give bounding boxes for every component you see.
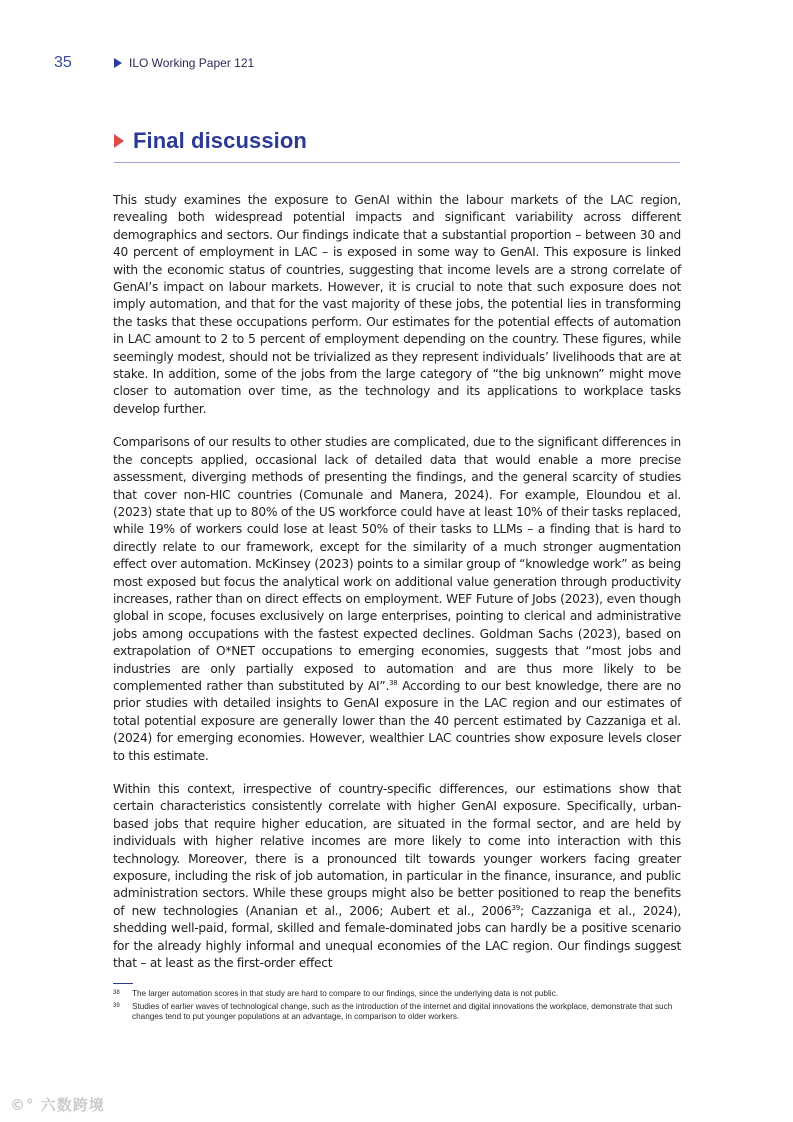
footnotes: [113, 989, 681, 1025]
footnote-ref-38[interactable]: 38: [389, 678, 398, 687]
footnote-item: [113, 1002, 681, 1023]
running-title: ILO Working Paper 121: [129, 56, 255, 70]
page-number: 35: [54, 54, 72, 71]
body-text: [113, 192, 681, 988]
paragraph-1: This study examines the exposure to GenAI within the labour markets of the LAC region, revealing both widespread potential impacts and significant variability across different demographics and sectors. Our findings indicate that a substantial proportion – between 30 and 40 percent of employment in LAC – is exposed in some way to GenAI. This exposure is linked with the economic status of countries, suggesting that income levels are a strong correlate of GenAI’s impact on labour markets. However, it is crucial to note that such exposure does not imply automation, and that for the vast majority of these jobs, the potential lies in transforming the tasks that these occupations perform. Our estimates for the potential effects of automation in LAC amount to 2 to 5 percent of employment depending on the country. These figures, while seemingly modest, should not be trivialized as they represent individuals’ livelihoods that are at stake. In addition, some of the jobs from the large category of “the big unknown” might move closer to automation over time, as the technology and its applications to workplace tasks develop further.: [113, 193, 681, 416]
footnote-number: 39: [113, 1002, 120, 1009]
triangle-marker-icon: [114, 134, 124, 148]
footnote-text: The larger automation scores in that study are hard to compare to our findings, since the underlying data is not public.: [132, 989, 558, 998]
section-title: Final discussion: [133, 128, 307, 153]
footnote-item: [113, 989, 681, 1000]
footnote-text: Studies of earlier waves of technological change, such as the introduction of the internet and digital innovations the workplace, demonstrate that such changes tend to put younger populations at an advantage, in comparison to older workers.: [132, 1001, 673, 1021]
watermark-logo: ©° 六数跨境: [10, 1096, 105, 1114]
running-header: [114, 56, 254, 70]
footnote-number: 38: [113, 990, 120, 996]
heading-divider: [114, 162, 680, 163]
section-heading: [114, 128, 680, 154]
footnote-divider: [113, 983, 133, 984]
paragraph-3: [113, 781, 681, 972]
paragraph-3-text-cont: ; Cazzaniga et al., 2024), shedding well-paid, formal, skilled and female-dominated jobs can hardly be a positive scenario for the already highly informal and unequal economies of the LAC region. Our findings suggest that – at least as the first-order effect: [113, 903, 681, 971]
paragraph-2: [113, 434, 681, 765]
paragraph-2-text-cont: According to our best knowledge, there are no prior studies with detailed insights to GenAI exposure in the LAC region and our estimates of total potential exposure are generally lower than the 40 percent estimated by Cazzaniga et al. (2024) for emerging economies. However, wealthier LAC countries show exposure levels closer to this estimate.: [113, 678, 681, 763]
triangle-bullet-icon: [114, 58, 122, 68]
paragraph-2-text: Comparisons of our results to other studies are complicated, due to the significant differences in the concepts applied, occasional lack of detailed data that would enable a more precise assessment, diverging methods of presenting the findings, and the general scarcity of studies that cover non-HIC countries (Comunale and Manera, 2024). For example, Eloundou et al. (2023) state that up to 80% of the US workforce could have at least 10% of their tasks replaced, while 19% of workers could lose at least 50% of their tasks to LLMs – a finding that is hard to directly relate to our framework, except for the similarity of a much stronger augmentation effect over automation. McKinsey (2023) points to a similar group of “knowledge work” as being most exposed but focus the analytical work on additional value generation through productivity increases, rather than on direct effects on employment. WEF Future of Jobs (2023), even though global in scope, focuses exclusively on large enterprises, pointing to clerical and administrative jobs among occupations with the fastest expected declines. Goldman Sachs (2023), based on extrapolation of O*NET occupations to emerging economies, suggests that “most jobs and industries are only partially exposed to automation and are thus more likely to be complemented rather than substituted by AI”.: [113, 435, 681, 693]
paragraph-3-text: Within this context, irrespective of country-specific differences, our estimations show that certain characteristics consistently correlate with higher GenAI exposure. Specifically, urban-based jobs that require higher education, are situated in the formal sector, and are held by individuals with higher relative incomes are more likely to come into interaction with this technology. Moreover, there is a pronounced tilt towards younger workers facing greater exposure, including the risk of job automation, in particular in the finance, insurance, and public administration sectors. While these groups might also be better positioned to reap the benefits of new technologies (Ananian et al., 2006; Aubert et al., 2006: [113, 782, 681, 918]
footnote-ref-39[interactable]: 39: [511, 903, 520, 912]
